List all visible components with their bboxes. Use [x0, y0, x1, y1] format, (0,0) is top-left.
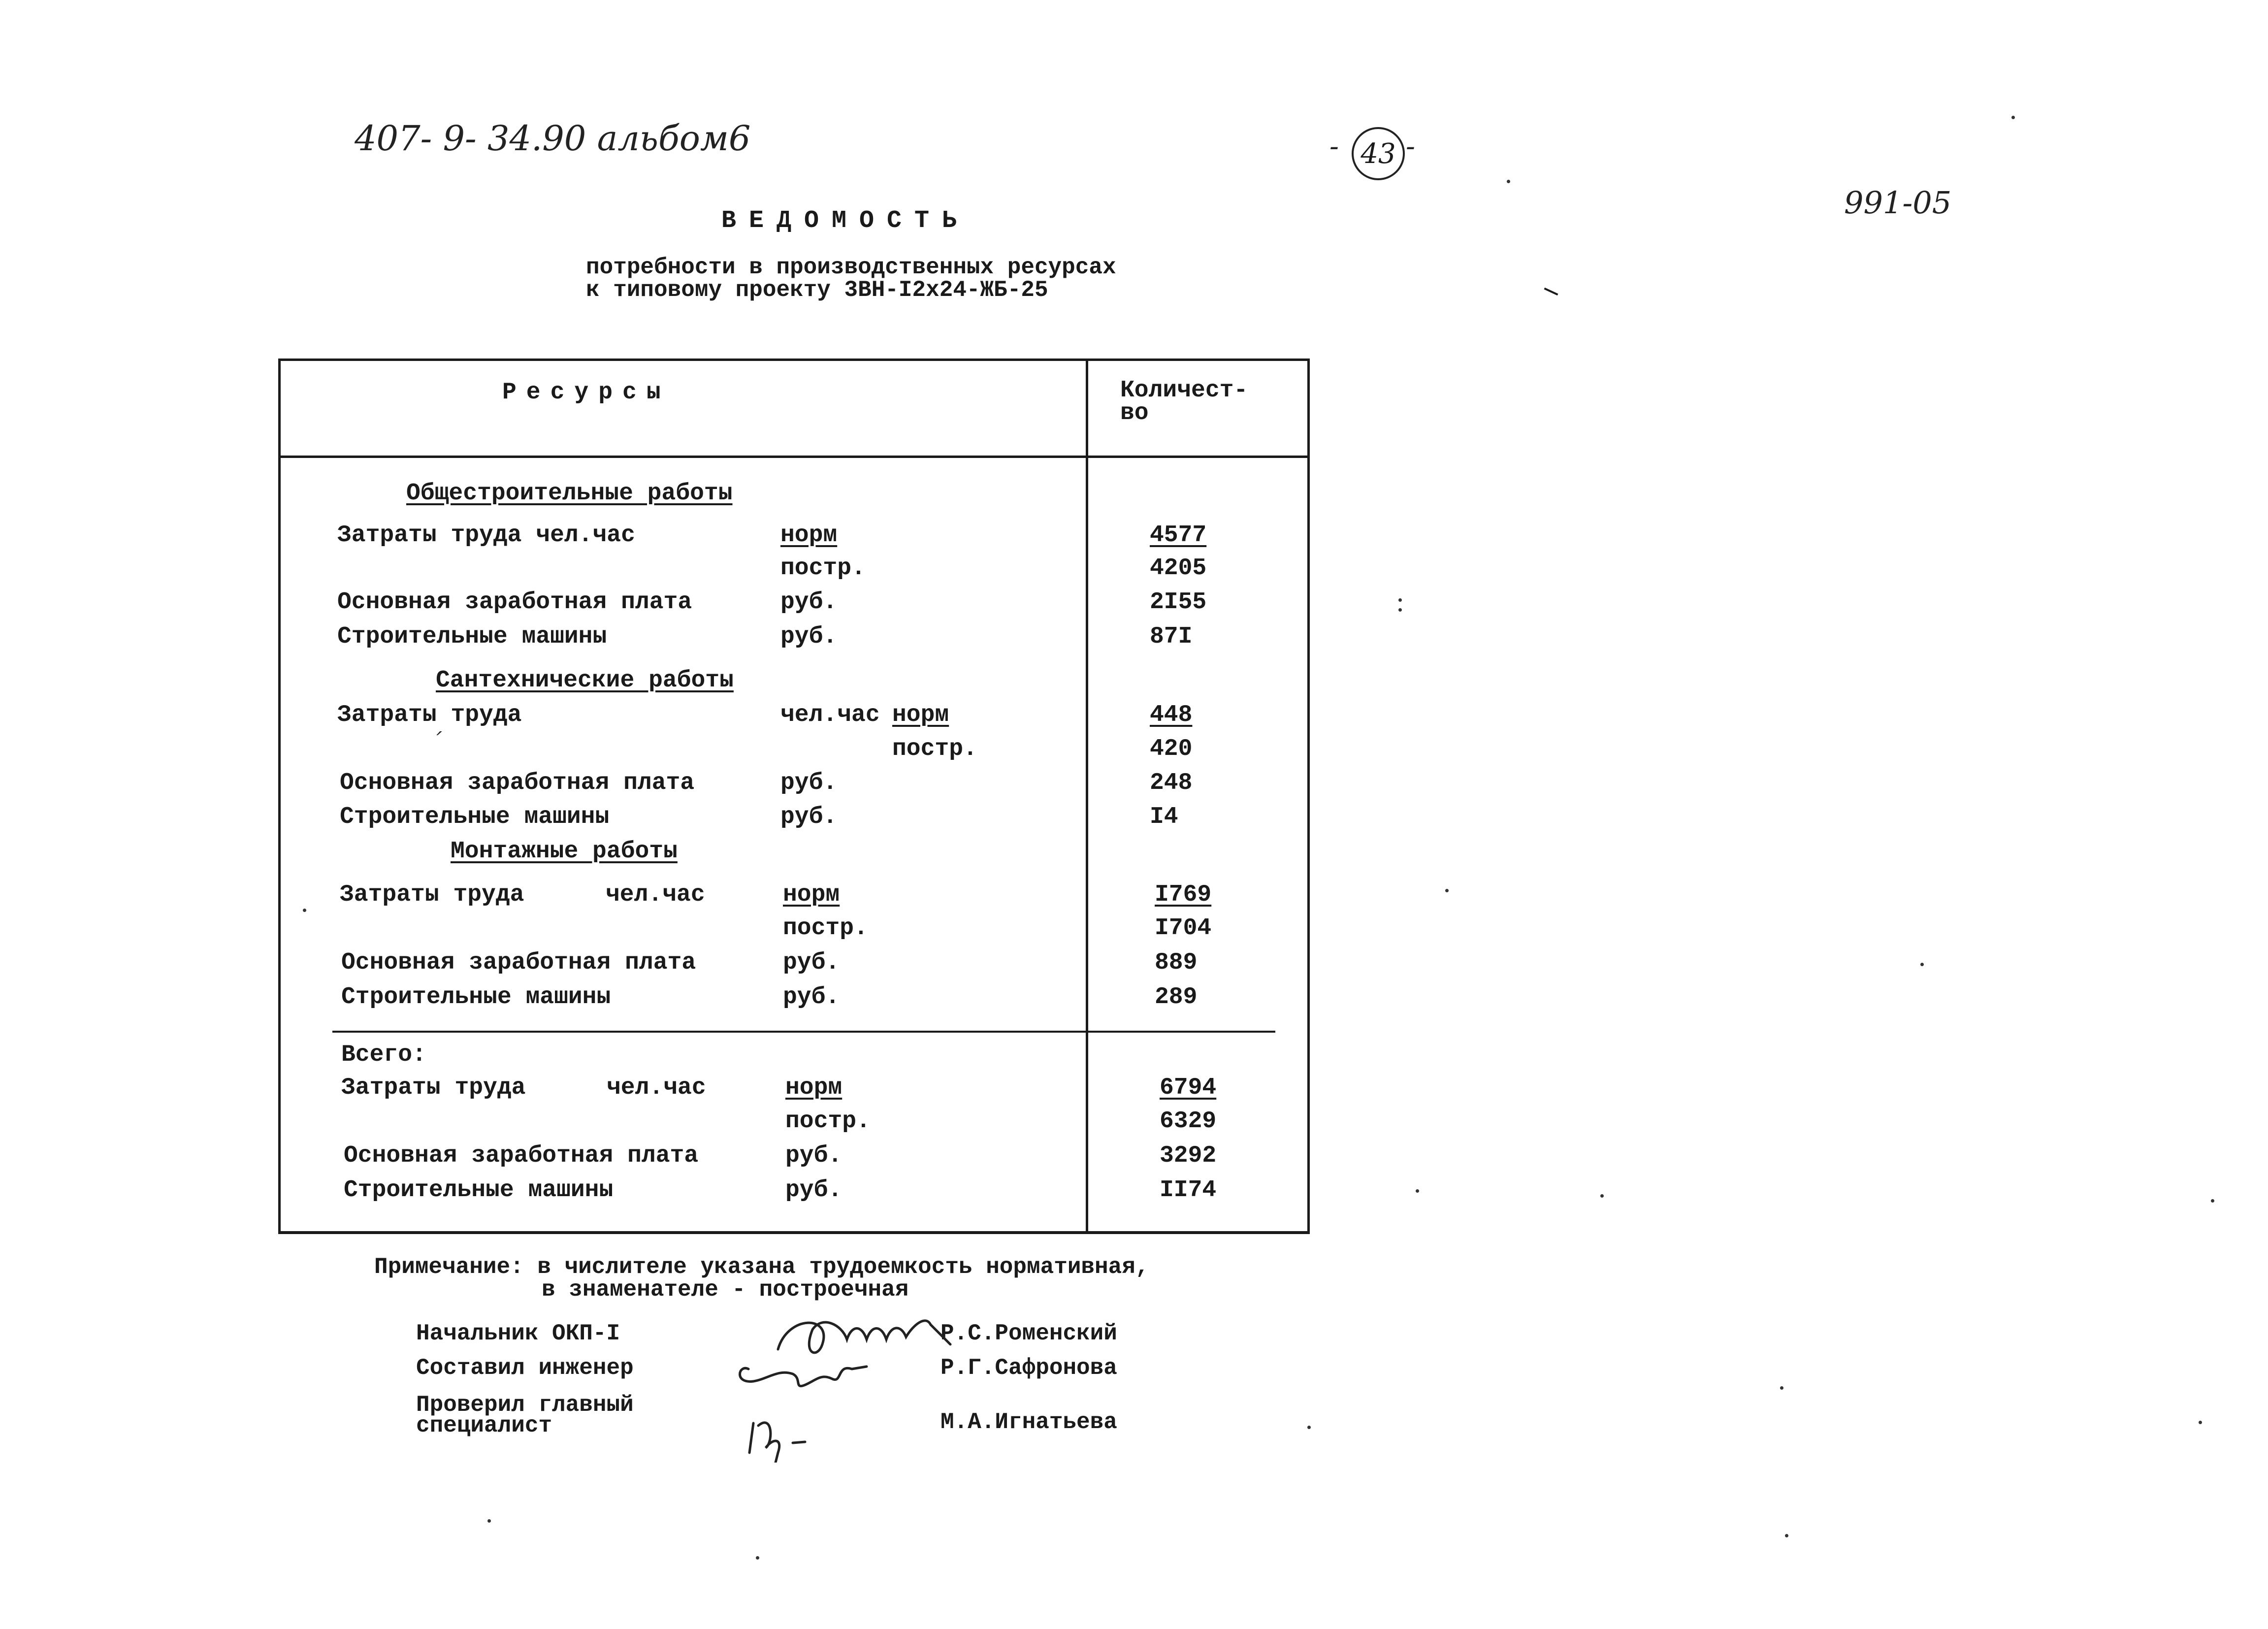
scan-speck — [2011, 116, 2015, 119]
row-value: 6794 — [1160, 1075, 1217, 1101]
note-line-1: Примечание: в числителе указана трудоемкость нормативная, — [374, 1254, 1149, 1280]
document-code: 991-05 — [1844, 185, 1952, 221]
page-number: 43 — [1352, 127, 1405, 180]
row-value: I4 — [1150, 804, 1178, 830]
row-value: 448 — [1150, 702, 1193, 728]
row-name: Основная заработная плата — [340, 770, 695, 796]
table-right-border — [1307, 358, 1310, 1234]
row-name: Основная заработная плата — [341, 949, 696, 976]
title-line-2: к типовому проекту 3ВН-I2x24-ЖБ-25 — [586, 277, 1048, 303]
row-unit: постр. — [783, 915, 868, 942]
scan-speck — [2199, 1421, 2202, 1424]
row-name: Затраты труда — [340, 881, 524, 908]
row-name: Затраты труда — [337, 702, 522, 728]
signatory-name: Р.С.Роменский — [940, 1321, 1117, 1346]
total-heading: Всего: — [341, 1042, 426, 1068]
row-unit: руб. — [780, 770, 838, 796]
row-unit: постр. — [892, 736, 977, 762]
row-unit: норм — [892, 702, 949, 728]
row-unit: руб. — [785, 1177, 842, 1204]
stray-mark: ˊ — [431, 729, 442, 754]
table-left-border — [278, 358, 281, 1234]
row-value: 248 — [1150, 770, 1193, 796]
row-unit: руб. — [785, 1142, 842, 1169]
row-name: Строительные машины — [337, 623, 607, 650]
scan-speck — [1416, 1189, 1419, 1193]
row-value: 4577 — [1150, 522, 1207, 549]
note-line-2: в знаменателе - построечная — [542, 1277, 909, 1303]
row-value: 2I55 — [1150, 589, 1207, 616]
scan-speck — [1785, 1534, 1788, 1537]
row-unit-prefix: чел.час — [607, 1075, 706, 1101]
scan-speck — [303, 909, 306, 912]
section-heading: Общестроительные работы — [406, 480, 733, 507]
row-unit: норм — [783, 881, 840, 908]
row-value: 87I — [1150, 623, 1193, 650]
row-unit: постр. — [785, 1108, 871, 1135]
row-unit: норм — [780, 522, 838, 549]
signatory-role: Составил инженер — [416, 1355, 634, 1381]
row-value: 4205 — [1150, 555, 1207, 582]
row-unit: руб. — [783, 984, 840, 1010]
row-name: Строительные машины — [340, 804, 610, 830]
document-title: ВЕДОМОСТЬ — [721, 207, 970, 235]
row-unit: руб. — [783, 949, 840, 976]
row-value: II74 — [1160, 1177, 1217, 1204]
row-name: Затраты труда — [341, 1075, 526, 1101]
album-reference: 407- 9- 34.90 альбом6 — [355, 118, 751, 159]
signatory-role-line1: Проверил главный — [416, 1392, 634, 1418]
scan-speck — [2211, 1199, 2214, 1203]
table-top-border — [278, 358, 1310, 361]
section-heading: Сантехнические работы — [436, 667, 734, 694]
column-header-quantity-line1: Количест- — [1120, 377, 1248, 404]
row-unit: руб. — [780, 623, 838, 650]
row-value: 3292 — [1160, 1142, 1217, 1169]
row-unit-prefix: чел.час — [606, 881, 705, 908]
row-value: I769 — [1155, 881, 1212, 908]
table-bottom-border — [278, 1231, 1310, 1234]
title-line-1: потребности в производственных ресурсах — [586, 255, 1116, 280]
signatory-name: Р.Г.Сафронова — [940, 1355, 1117, 1381]
row-name: Затраты труда чел.час — [337, 522, 635, 549]
scan-speck — [1307, 1426, 1311, 1429]
row-value: 6329 — [1160, 1108, 1217, 1135]
scan-speck — [1398, 608, 1402, 612]
total-divider — [332, 1031, 1275, 1033]
scan-speck — [1544, 288, 1558, 295]
scan-speck — [1780, 1386, 1783, 1390]
column-header-quantity-line2: во — [1120, 400, 1149, 426]
scan-speck — [1920, 963, 1924, 966]
row-unit: норм — [785, 1075, 842, 1101]
section-heading: Монтажные работы — [451, 838, 678, 865]
row-name: Основная заработная плата — [344, 1142, 699, 1169]
row-value: 889 — [1155, 949, 1198, 976]
scan-speck — [1398, 598, 1402, 602]
row-unit-prefix: чел.час — [780, 702, 880, 728]
row-value: I704 — [1155, 915, 1212, 942]
page-dash-left: - — [1329, 130, 1339, 163]
scan-speck — [487, 1519, 491, 1523]
scan-speck — [1600, 1194, 1604, 1198]
row-name: Основная заработная плата — [337, 589, 692, 616]
page-dash-right: - — [1406, 130, 1415, 163]
column-header-quantity — [1120, 379, 1248, 424]
row-unit: постр. — [780, 555, 866, 582]
column-header-resources: Ресурсы — [502, 379, 671, 406]
signatory-role: Начальник ОКП-I — [416, 1321, 620, 1346]
scan-speck — [1445, 889, 1449, 892]
row-unit: руб. — [780, 589, 838, 616]
scan-speck — [756, 1556, 759, 1560]
row-value: 420 — [1150, 736, 1193, 762]
row-name: Строительные машины — [341, 984, 611, 1010]
scan-speck — [1507, 180, 1510, 183]
header-divider — [278, 456, 1310, 458]
row-unit: руб. — [780, 804, 838, 830]
column-divider — [1086, 358, 1088, 1234]
row-name: Строительные машины — [344, 1177, 614, 1204]
row-value: 289 — [1155, 984, 1198, 1010]
signature-scribbles — [719, 1295, 1024, 1463]
signatory-role-line2: специалист — [416, 1413, 552, 1438]
signatory-name: М.А.Игнатьева — [940, 1409, 1117, 1435]
